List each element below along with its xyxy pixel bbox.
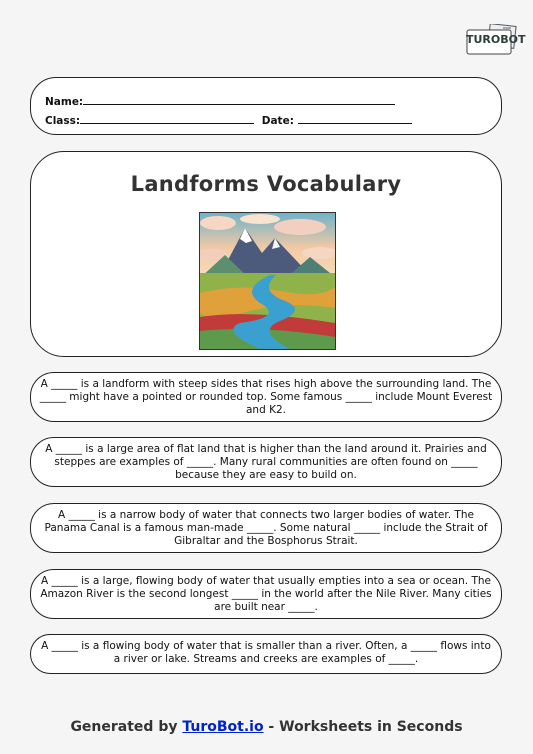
question-text-4: A _____ is a large, flowing body of water that usually empties into a sea or ocean. The Amazon River is the second longest _____ in the world after the Nile River. Many cities are built near _____. xyxy=(40,575,492,613)
question-text-2: A _____ is a large area of flat land that is higher than the land around it. Prairies and steppes are examples of _____. Many rural communities are often found on _____ because they are easy to build on. xyxy=(45,443,487,481)
title-box xyxy=(30,151,502,357)
logo-text: TUROBOT xyxy=(466,33,526,46)
worksheet-title: Landforms Vocabulary xyxy=(130,172,402,196)
question-text-1: A _____ is a landform with steep sides that rises high above the surrounding land. The _____ might have a pointed or rounded top. Some famous _____ include Mount Everest and K2. xyxy=(39,378,493,416)
class-label: Class: xyxy=(45,115,81,127)
question-box-2 xyxy=(30,437,502,487)
question-box-5 xyxy=(30,634,502,674)
class-date-row xyxy=(45,113,412,127)
student-info-box xyxy=(30,77,502,135)
question-text-5: A _____ is a flowing body of water that is smaller than a river. Often, a _____ flows into a river or lake. Streams and creeks are examples of _____. xyxy=(41,640,491,665)
name-row xyxy=(45,94,395,108)
landscape-illustration xyxy=(199,212,336,350)
name-blank[interactable] xyxy=(83,94,395,105)
question-box-3 xyxy=(30,503,502,553)
footer xyxy=(0,719,533,735)
class-blank[interactable] xyxy=(80,113,254,124)
question-text-3: A _____ is a narrow body of water that connects two larger bodies of water. The Panama Canal is a famous man-made _____. Some natural _____ include the Strait of Gibraltar and the Bosphorus Strait. xyxy=(44,509,488,547)
date-label: Date: xyxy=(261,115,294,127)
turobot-link[interactable]: TuroBot.io xyxy=(182,719,264,735)
question-box-1 xyxy=(30,372,502,422)
name-label: Name: xyxy=(45,96,84,108)
footer-suffix: - Worksheets in Seconds xyxy=(263,719,463,735)
date-blank[interactable] xyxy=(298,113,412,124)
footer-prefix: Generated by xyxy=(70,719,183,735)
question-box-4 xyxy=(30,569,502,619)
